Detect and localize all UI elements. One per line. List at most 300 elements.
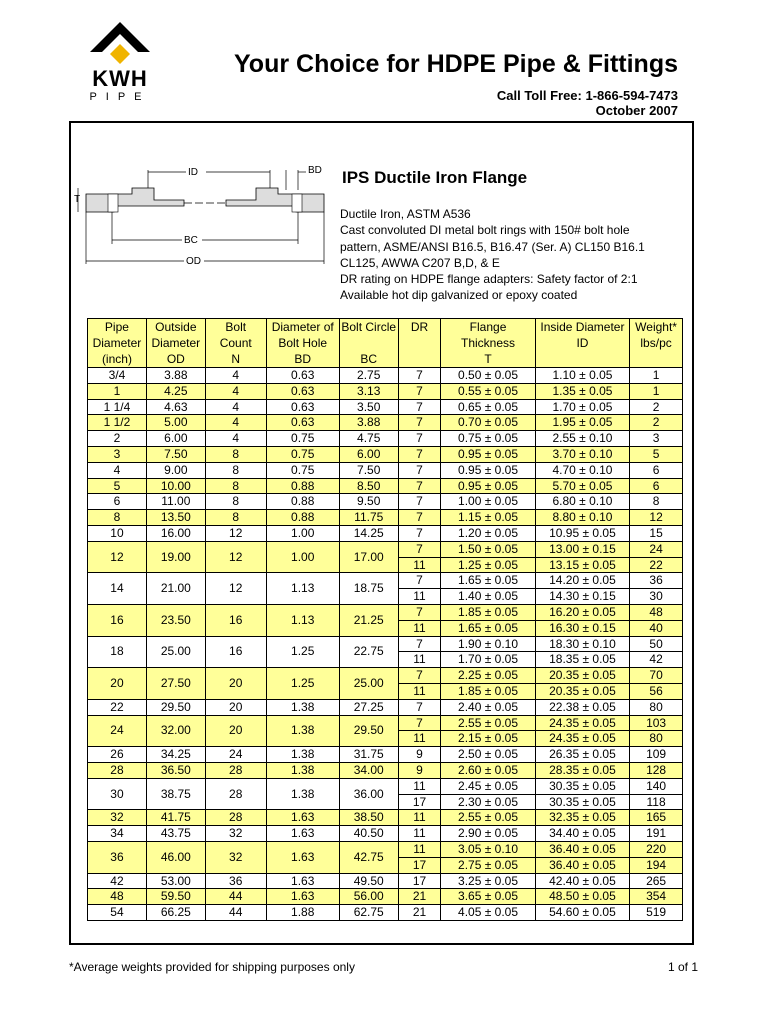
cell-bolt-circle: 62.75 — [339, 905, 398, 921]
cell-inside-diameter: 18.35 ± 0.05 — [535, 652, 629, 668]
cell-weight: 80 — [630, 699, 683, 715]
cell-outside-diameter: 7.50 — [146, 446, 205, 462]
cell-inside-diameter: 34.40 ± 0.05 — [535, 826, 629, 842]
cell-dr: 7 — [398, 399, 441, 415]
cell-dr: 11 — [398, 652, 441, 668]
desc-line: Cast convoluted DI metal bolt rings with 150# bolt hole — [340, 223, 630, 238]
column-header — [398, 319, 441, 368]
cell-thickness: 2.25 ± 0.05 — [441, 668, 535, 684]
cell-bolt-count: 4 — [205, 399, 266, 415]
logo-sub: PIPE — [89, 91, 151, 103]
cell-thickness: 0.55 ± 0.05 — [441, 383, 535, 399]
cell-thickness: 1.40 ± 0.05 — [441, 589, 535, 605]
cell-inside-diameter: 5.70 ± 0.05 — [535, 478, 629, 494]
cell-dr: 21 — [398, 905, 441, 921]
cell-thickness: 2.90 ± 0.05 — [441, 826, 535, 842]
cell-bolt-count: 36 — [205, 873, 266, 889]
header-line: Bolt Hole — [278, 336, 328, 350]
cell-dr: 7 — [398, 383, 441, 399]
cell-bolt-count: 20 — [205, 668, 266, 700]
table-row — [88, 446, 683, 462]
cell-outside-diameter: 6.00 — [146, 431, 205, 447]
column-header — [535, 319, 629, 368]
desc-line: CL125, AWWA C207 B,D, & E — [340, 255, 500, 270]
table-row — [88, 478, 683, 494]
cell-thickness: 3.05 ± 0.10 — [441, 841, 535, 857]
cell-inside-diameter: 48.50 ± 0.05 — [535, 889, 629, 905]
page-title: Your Choice for HDPE Pipe & Fittings — [233, 50, 678, 78]
cell-bolt-count: 4 — [205, 415, 266, 431]
header-line: Diameter — [92, 336, 142, 350]
cell-pipe-diameter: 24 — [88, 715, 147, 747]
cell-thickness: 1.00 ± 0.05 — [441, 494, 535, 510]
cell-dr: 7 — [398, 636, 441, 652]
cell-inside-diameter: 20.35 ± 0.05 — [535, 668, 629, 684]
cell-weight: 265 — [630, 873, 683, 889]
cell-thickness: 1.90 ± 0.10 — [441, 636, 535, 652]
cell-weight: 80 — [630, 731, 683, 747]
cell-outside-diameter: 34.25 — [146, 747, 205, 763]
cell-bolt-hole: 1.63 — [266, 826, 339, 842]
product-description — [340, 206, 670, 304]
cell-thickness: 0.95 ± 0.05 — [441, 462, 535, 478]
cell-bolt-circle: 22.75 — [339, 636, 398, 668]
cell-bolt-hole: 1.38 — [266, 715, 339, 747]
cell-bolt-circle: 56.00 — [339, 889, 398, 905]
cell-dr: 11 — [398, 683, 441, 699]
cell-bolt-circle: 3.13 — [339, 383, 398, 399]
cell-outside-diameter: 11.00 — [146, 494, 205, 510]
cell-bolt-circle: 9.50 — [339, 494, 398, 510]
cell-bolt-hole: 0.63 — [266, 368, 339, 384]
cell-inside-diameter: 2.55 ± 0.10 — [535, 431, 629, 447]
cell-bolt-hole: 1.25 — [266, 668, 339, 700]
cell-pipe-diameter: 6 — [88, 494, 147, 510]
cell-inside-diameter: 20.35 ± 0.05 — [535, 683, 629, 699]
cell-thickness: 1.65 ± 0.05 — [441, 573, 535, 589]
cell-outside-diameter: 21.00 — [146, 573, 205, 605]
table-row — [88, 494, 683, 510]
cell-inside-diameter: 6.80 ± 0.10 — [535, 494, 629, 510]
header-line — [630, 351, 682, 367]
cell-pipe-diameter: 3/4 — [88, 368, 147, 384]
cell-bolt-circle: 8.50 — [339, 478, 398, 494]
cell-bolt-hole: 1.38 — [266, 747, 339, 763]
cell-dr: 7 — [398, 699, 441, 715]
cell-weight: 22 — [630, 557, 683, 573]
cell-dr: 11 — [398, 620, 441, 636]
table-row — [88, 636, 683, 652]
cell-bolt-count: 8 — [205, 494, 266, 510]
cell-bolt-circle: 27.25 — [339, 699, 398, 715]
cell-pipe-diameter: 4 — [88, 462, 147, 478]
cell-bolt-circle: 3.88 — [339, 415, 398, 431]
cell-bolt-count: 24 — [205, 747, 266, 763]
cell-pipe-diameter: 54 — [88, 905, 147, 921]
table-row — [88, 368, 683, 384]
cell-weight: 12 — [630, 510, 683, 526]
cell-outside-diameter: 4.63 — [146, 399, 205, 415]
cell-bolt-circle: 21.25 — [339, 604, 398, 636]
cell-bolt-hole: 0.75 — [266, 446, 339, 462]
cell-dr: 7 — [398, 446, 441, 462]
cell-outside-diameter: 13.50 — [146, 510, 205, 526]
cell-inside-diameter: 8.80 ± 0.10 — [535, 510, 629, 526]
cell-pipe-diameter: 12 — [88, 541, 147, 573]
desc-line: DR rating on HDPE flange adapters: Safety factor of 2:1 — [340, 272, 638, 287]
cell-bolt-hole: 1.38 — [266, 778, 339, 810]
cell-dr: 9 — [398, 762, 441, 778]
cell-dr: 7 — [398, 478, 441, 494]
cell-weight: 24 — [630, 541, 683, 557]
cell-pipe-diameter: 5 — [88, 478, 147, 494]
cell-thickness: 2.60 ± 0.05 — [441, 762, 535, 778]
label-bc: BC — [184, 235, 198, 246]
cell-bolt-hole: 1.00 — [266, 541, 339, 573]
column-header — [146, 319, 205, 368]
cell-bolt-hole: 1.25 — [266, 636, 339, 668]
cell-bolt-hole: 1.38 — [266, 699, 339, 715]
cell-outside-diameter: 29.50 — [146, 699, 205, 715]
cell-outside-diameter: 4.25 — [146, 383, 205, 399]
cell-outside-diameter: 53.00 — [146, 873, 205, 889]
contact-block — [497, 88, 678, 118]
cell-bolt-hole: 0.75 — [266, 431, 339, 447]
cell-thickness: 2.75 ± 0.05 — [441, 857, 535, 873]
cell-inside-diameter: 54.60 ± 0.05 — [535, 905, 629, 921]
table-row — [88, 715, 683, 731]
cell-bolt-count: 8 — [205, 446, 266, 462]
cell-inside-diameter: 18.30 ± 0.10 — [535, 636, 629, 652]
cell-dr: 7 — [398, 525, 441, 541]
cell-outside-diameter: 16.00 — [146, 525, 205, 541]
cell-weight: 109 — [630, 747, 683, 763]
cell-weight: 519 — [630, 905, 683, 921]
cell-outside-diameter: 5.00 — [146, 415, 205, 431]
table-row — [88, 399, 683, 415]
table-row — [88, 415, 683, 431]
cell-pipe-diameter: 26 — [88, 747, 147, 763]
header-line: BD — [294, 352, 312, 366]
column-header — [205, 319, 266, 368]
cell-outside-diameter: 25.00 — [146, 636, 205, 668]
cell-thickness: 1.85 ± 0.05 — [441, 683, 535, 699]
cell-bolt-hole: 0.88 — [266, 510, 339, 526]
cell-dr: 7 — [398, 462, 441, 478]
cell-bolt-count: 28 — [205, 810, 266, 826]
cell-weight: 30 — [630, 589, 683, 605]
label-t: T — [74, 194, 81, 205]
cell-outside-diameter: 38.75 — [146, 778, 205, 810]
cell-inside-diameter: 24.35 ± 0.05 — [535, 715, 629, 731]
cell-weight: 118 — [630, 794, 683, 810]
cell-dr: 17 — [398, 794, 441, 810]
cell-outside-diameter: 9.00 — [146, 462, 205, 478]
cell-weight: 2 — [630, 415, 683, 431]
cell-dr: 7 — [398, 604, 441, 620]
label-id: ID — [188, 167, 198, 178]
cell-weight: 191 — [630, 826, 683, 842]
cell-bolt-circle: 29.50 — [339, 715, 398, 747]
cell-inside-diameter: 28.35 ± 0.05 — [535, 762, 629, 778]
cell-inside-diameter: 14.20 ± 0.05 — [535, 573, 629, 589]
cell-weight: 8 — [630, 494, 683, 510]
desc-line: pattern, ASME/ANSI B16.5, B16.47 (Ser. A) CL150 B16.1 — [340, 239, 645, 254]
cell-weight: 194 — [630, 857, 683, 873]
cell-pipe-diameter: 3 — [88, 446, 147, 462]
cell-thickness: 4.05 ± 0.05 — [441, 905, 535, 921]
cell-weight: 140 — [630, 778, 683, 794]
table-row — [88, 541, 683, 557]
cell-inside-diameter: 13.00 ± 0.15 — [535, 541, 629, 557]
cell-inside-diameter: 24.35 ± 0.05 — [535, 731, 629, 747]
table-row — [88, 810, 683, 826]
cell-weight: 36 — [630, 573, 683, 589]
cell-bolt-hole: 1.00 — [266, 525, 339, 541]
cell-bolt-hole: 0.88 — [266, 478, 339, 494]
cell-thickness: 1.25 ± 0.05 — [441, 557, 535, 573]
cell-outside-diameter: 27.50 — [146, 668, 205, 700]
cell-pipe-diameter: 2 — [88, 431, 147, 447]
cell-inside-diameter: 13.15 ± 0.05 — [535, 557, 629, 573]
cell-pipe-diameter: 8 — [88, 510, 147, 526]
header-line: Bolt — [225, 320, 247, 334]
cell-inside-diameter: 42.40 ± 0.05 — [535, 873, 629, 889]
cell-dr: 7 — [398, 368, 441, 384]
cell-weight: 1 — [630, 383, 683, 399]
table-row — [88, 668, 683, 684]
cell-pipe-diameter: 1 — [88, 383, 147, 399]
cell-dr: 11 — [398, 810, 441, 826]
cell-outside-diameter: 10.00 — [146, 478, 205, 494]
cell-inside-diameter: 10.95 ± 0.05 — [535, 525, 629, 541]
table-row — [88, 905, 683, 921]
cell-bolt-hole: 0.88 — [266, 494, 339, 510]
cell-thickness: 0.65 ± 0.05 — [441, 399, 535, 415]
cell-bolt-circle: 7.50 — [339, 462, 398, 478]
cell-inside-diameter: 1.35 ± 0.05 — [535, 383, 629, 399]
cell-thickness: 0.95 ± 0.05 — [441, 446, 535, 462]
header-line: T — [484, 352, 492, 366]
cell-inside-diameter: 16.30 ± 0.15 — [535, 620, 629, 636]
table-row — [88, 778, 683, 794]
cell-thickness: 0.50 ± 0.05 — [441, 368, 535, 384]
header-line: ID — [576, 336, 589, 350]
cell-outside-diameter: 66.25 — [146, 905, 205, 921]
cell-bolt-count: 8 — [205, 478, 266, 494]
cell-outside-diameter: 32.00 — [146, 715, 205, 747]
cell-dr: 11 — [398, 826, 441, 842]
flange-spec-table — [87, 318, 683, 921]
cell-thickness: 1.70 ± 0.05 — [441, 652, 535, 668]
cell-bolt-circle: 49.50 — [339, 873, 398, 889]
cell-bolt-count: 32 — [205, 841, 266, 873]
cell-bolt-hole: 1.63 — [266, 841, 339, 873]
cell-bolt-hole: 1.63 — [266, 873, 339, 889]
cell-dr: 7 — [398, 494, 441, 510]
header-line: Diameter — [151, 336, 201, 350]
header-line — [399, 351, 441, 367]
cell-bolt-count: 44 — [205, 889, 266, 905]
cell-bolt-count: 32 — [205, 826, 266, 842]
cell-pipe-diameter: 20 — [88, 668, 147, 700]
header-line — [340, 335, 398, 351]
cell-dr: 7 — [398, 415, 441, 431]
cell-weight: 48 — [630, 604, 683, 620]
cell-inside-diameter: 1.10 ± 0.05 — [535, 368, 629, 384]
header-line: lbs/pc — [640, 336, 672, 350]
cell-bolt-circle: 4.75 — [339, 431, 398, 447]
phone-number: Call Toll Free: 1-866-594-7473 — [496, 88, 678, 103]
cell-thickness: 1.65 ± 0.05 — [441, 620, 535, 636]
cell-bolt-circle: 2.75 — [339, 368, 398, 384]
cell-dr: 7 — [398, 510, 441, 526]
cell-weight: 220 — [630, 841, 683, 857]
cell-thickness: 2.30 ± 0.05 — [441, 794, 535, 810]
cell-bolt-circle: 42.75 — [339, 841, 398, 873]
cell-bolt-hole: 1.63 — [266, 889, 339, 905]
cell-inside-diameter: 1.95 ± 0.05 — [535, 415, 629, 431]
cell-thickness: 2.45 ± 0.05 — [441, 778, 535, 794]
cell-pipe-diameter: 1 1/4 — [88, 399, 147, 415]
product-title: IPS Ductile Iron Flange — [342, 168, 528, 187]
cell-pipe-diameter: 16 — [88, 604, 147, 636]
header-line: DR — [410, 320, 429, 334]
cell-weight: 2 — [630, 399, 683, 415]
cell-bolt-hole: 0.75 — [266, 462, 339, 478]
cell-thickness: 2.40 ± 0.05 — [441, 699, 535, 715]
cell-inside-diameter: 30.35 ± 0.05 — [535, 794, 629, 810]
table-row — [88, 525, 683, 541]
cell-bolt-hole: 1.63 — [266, 810, 339, 826]
cell-weight: 70 — [630, 668, 683, 684]
table-row — [88, 573, 683, 589]
cell-bolt-count: 4 — [205, 383, 266, 399]
table-row — [88, 699, 683, 715]
cell-pipe-diameter: 32 — [88, 810, 147, 826]
cell-weight: 5 — [630, 446, 683, 462]
cell-bolt-count: 16 — [205, 604, 266, 636]
header-line: Count — [219, 336, 252, 350]
table-row — [88, 747, 683, 763]
cell-inside-diameter: 16.20 ± 0.05 — [535, 604, 629, 620]
cell-pipe-diameter: 36 — [88, 841, 147, 873]
cell-bolt-circle: 34.00 — [339, 762, 398, 778]
cell-inside-diameter: 22.38 ± 0.05 — [535, 699, 629, 715]
cell-thickness: 0.95 ± 0.05 — [441, 478, 535, 494]
logo-name: KWH — [92, 66, 148, 91]
cell-bolt-circle: 14.25 — [339, 525, 398, 541]
cell-weight: 6 — [630, 478, 683, 494]
cell-bolt-count: 28 — [205, 778, 266, 810]
cell-thickness: 2.15 ± 0.05 — [441, 731, 535, 747]
cell-outside-diameter: 41.75 — [146, 810, 205, 826]
desc-line: Ductile Iron, ASTM A536 — [340, 207, 471, 221]
cell-bolt-hole: 1.38 — [266, 762, 339, 778]
cell-dr: 9 — [398, 747, 441, 763]
cell-inside-diameter: 4.70 ± 0.10 — [535, 462, 629, 478]
cell-bolt-hole: 0.63 — [266, 383, 339, 399]
cell-bolt-count: 12 — [205, 525, 266, 541]
cell-thickness: 3.65 ± 0.05 — [441, 889, 535, 905]
cell-outside-diameter: 36.50 — [146, 762, 205, 778]
cell-thickness: 1.15 ± 0.05 — [441, 510, 535, 526]
cell-dr: 7 — [398, 715, 441, 731]
cell-bolt-hole: 0.63 — [266, 399, 339, 415]
table-header-row — [88, 319, 683, 368]
cell-dr: 7 — [398, 431, 441, 447]
cell-thickness: 2.55 ± 0.05 — [441, 810, 535, 826]
cell-inside-diameter: 30.35 ± 0.05 — [535, 778, 629, 794]
cell-pipe-diameter: 42 — [88, 873, 147, 889]
cell-bolt-hole: 1.13 — [266, 604, 339, 636]
cell-weight: 40 — [630, 620, 683, 636]
cell-pipe-diameter: 14 — [88, 573, 147, 605]
cell-dr: 7 — [398, 573, 441, 589]
header-line: BC — [360, 352, 378, 366]
table-row — [88, 826, 683, 842]
cell-dr: 7 — [398, 668, 441, 684]
cell-bolt-count: 4 — [205, 368, 266, 384]
cell-dr: 17 — [398, 857, 441, 873]
page-number: 1 of 1 — [667, 960, 698, 974]
cell-inside-diameter: 36.40 ± 0.05 — [535, 857, 629, 873]
cell-bolt-circle: 18.75 — [339, 573, 398, 605]
header-line — [399, 335, 441, 351]
cell-thickness: 0.70 ± 0.05 — [441, 415, 535, 431]
table-row — [88, 462, 683, 478]
cell-thickness: 3.25 ± 0.05 — [441, 873, 535, 889]
header-line: (inch) — [101, 352, 132, 366]
desc-line: Available hot dip galvanized or epoxy coated — [340, 288, 578, 303]
table-row — [88, 873, 683, 889]
header-line: OD — [166, 352, 185, 366]
column-header — [339, 319, 398, 368]
cell-pipe-diameter: 34 — [88, 826, 147, 842]
label-od: OD — [186, 256, 201, 267]
table-body — [88, 368, 683, 921]
flange-diagram — [74, 160, 336, 270]
label-bd: BD — [308, 165, 322, 176]
cell-outside-diameter: 23.50 — [146, 604, 205, 636]
footnote: *Average weights provided for shipping purposes only — [69, 960, 355, 974]
header-line: Diameter of — [271, 320, 334, 334]
cell-bolt-circle: 38.50 — [339, 810, 398, 826]
cell-inside-diameter: 14.30 ± 0.15 — [535, 589, 629, 605]
column-header — [266, 319, 339, 368]
cell-weight: 6 — [630, 462, 683, 478]
cell-bolt-count: 8 — [205, 510, 266, 526]
cell-weight: 128 — [630, 762, 683, 778]
header-line: N — [231, 352, 241, 366]
cell-weight: 3 — [630, 431, 683, 447]
column-header — [630, 319, 683, 368]
cell-dr: 11 — [398, 557, 441, 573]
cell-bolt-count: 28 — [205, 762, 266, 778]
cell-outside-diameter: 3.88 — [146, 368, 205, 384]
cell-bolt-count: 8 — [205, 462, 266, 478]
cell-dr: 7 — [398, 541, 441, 557]
cell-dr: 21 — [398, 889, 441, 905]
cell-weight: 1 — [630, 368, 683, 384]
cell-thickness: 2.55 ± 0.05 — [441, 715, 535, 731]
cell-thickness: 1.50 ± 0.05 — [441, 541, 535, 557]
header-line: Pipe — [104, 320, 129, 334]
table-row — [88, 431, 683, 447]
cell-bolt-circle: 36.00 — [339, 778, 398, 810]
cell-bolt-count: 12 — [205, 541, 266, 573]
cell-bolt-hole: 1.88 — [266, 905, 339, 921]
